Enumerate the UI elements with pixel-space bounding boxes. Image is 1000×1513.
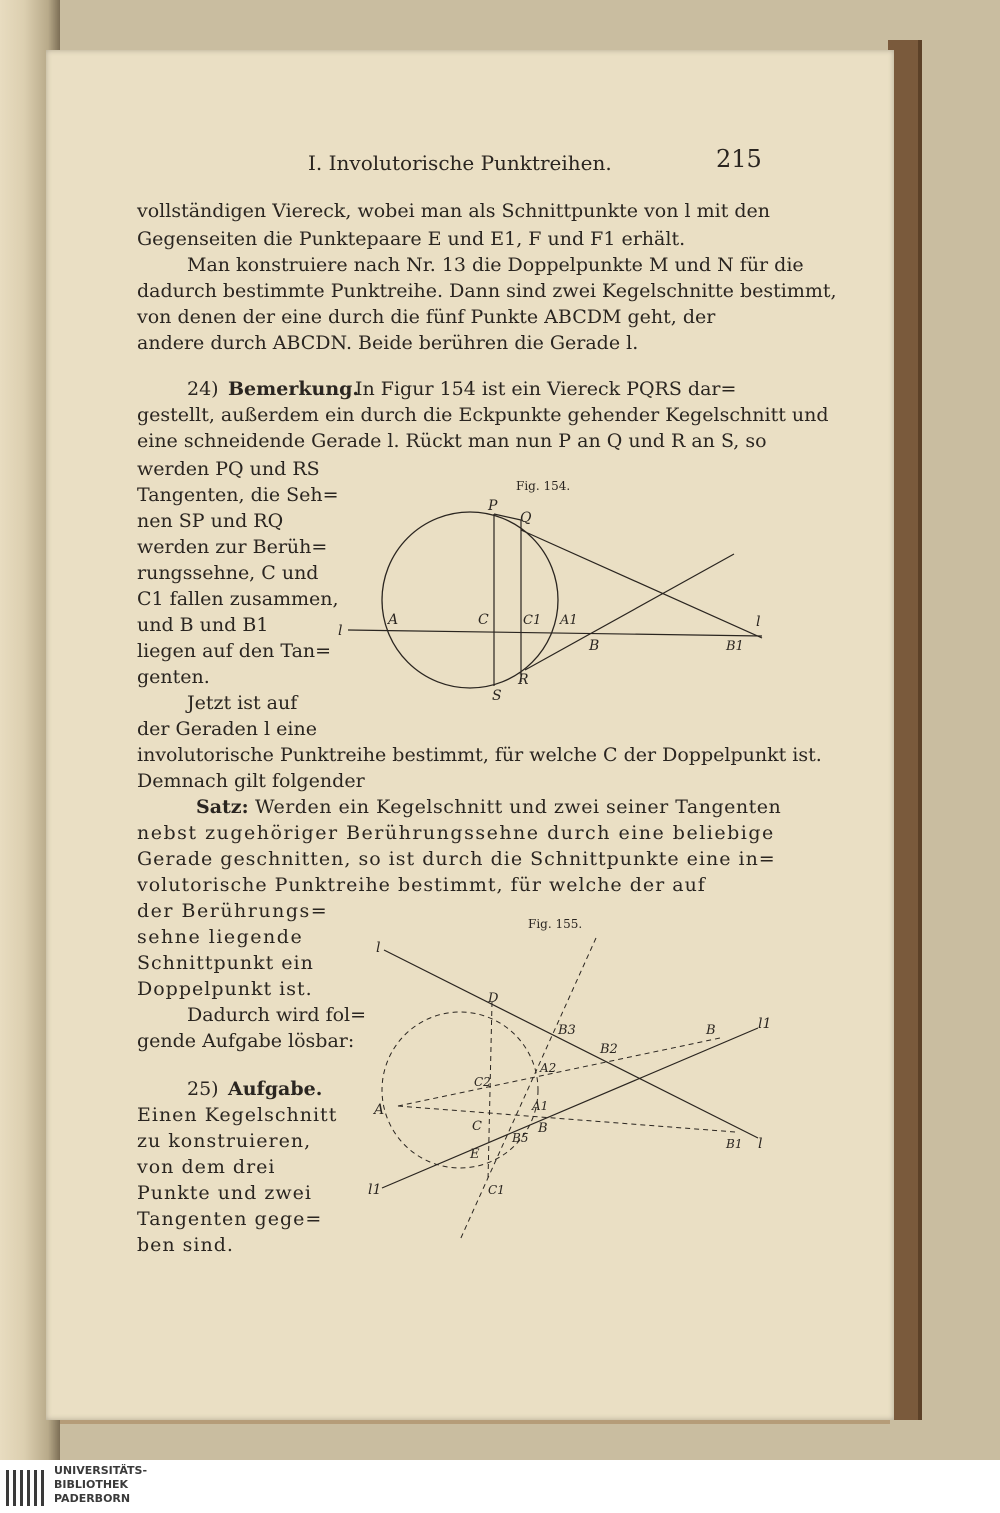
line-l1 <box>382 1028 758 1188</box>
text-line: Doppelpunkt ist. <box>137 978 313 1000</box>
text-line: Demnach gilt folgender <box>137 770 365 792</box>
label-B5: B5 <box>512 1131 529 1145</box>
label-B2: B2 <box>600 1042 618 1057</box>
label-A-left: A <box>374 1102 385 1118</box>
text-line: volutorische Punktreihe bestimmt, für welche der auf <box>137 874 706 896</box>
label-A1: A1 <box>532 1099 549 1113</box>
label-A: A <box>388 612 399 628</box>
text-line: von dem drei <box>137 1156 276 1178</box>
page-number: 215 <box>716 145 762 173</box>
text-line: In Figur 154 ist ein Viereck PQRS dar= <box>355 378 737 400</box>
text-line: gende Aufgabe lösbar: <box>137 1030 355 1052</box>
label-A1: A1 <box>560 613 578 628</box>
section-title: Aufgabe. <box>228 1078 323 1100</box>
label-E: E <box>470 1147 480 1162</box>
text-line: nebst zugehöriger Berührungssehne durch eine beliebige <box>137 822 775 844</box>
text-line: Einen Kegelschnitt <box>137 1104 338 1126</box>
label-l1-right: l1 <box>758 1016 772 1032</box>
text-line: andere durch ABCDN. Beide berühren die Gerade l. <box>137 332 639 354</box>
footer-bar <box>0 1460 1000 1513</box>
label-l-bottom: l <box>758 1136 763 1152</box>
text-line: nen SP und RQ <box>137 510 284 532</box>
dashed-line-B2 <box>398 1038 720 1106</box>
text-line: rungssehne, C und <box>137 562 319 584</box>
text-line: liegen auf den Tan= <box>137 640 332 662</box>
text-line: der Geraden l eine <box>137 718 317 740</box>
text-line: Gerade geschnitten, so ist durch die Schnittpunkte eine in= <box>137 848 776 870</box>
text-line: zu konstruieren, <box>137 1130 312 1152</box>
label-C1: C1 <box>523 613 542 628</box>
text-line: eine schneidende Gerade l. Rückt man nun P an Q und R an S, so <box>137 430 767 452</box>
label-l-right: l <box>756 614 761 630</box>
logo-line: BIBLIOTHEK <box>54 1478 129 1491</box>
label-Q: Q <box>520 510 532 526</box>
label-D: D <box>488 991 499 1006</box>
figure-caption: Fig. 154. <box>516 479 571 493</box>
text-line: ben sind. <box>137 1234 234 1256</box>
label-B: B <box>589 638 600 654</box>
label-l-left: l <box>338 623 343 639</box>
library-logo-icon <box>4 1466 48 1510</box>
text-line: und B und B1 <box>137 614 269 636</box>
text-line: Werden ein Kegelschnitt und zwei seiner Tangenten <box>255 796 782 818</box>
running-head: I. Involutorische Punktreihen. <box>308 151 612 175</box>
figure-caption: Fig. 155. <box>528 917 583 931</box>
theorem-label: Satz: <box>196 796 249 818</box>
text-line: werden zur Berüh= <box>137 536 328 558</box>
text-line: Gegenseiten die Punktepaare E und E1, F und F1 erhält. <box>137 228 686 250</box>
label-C2: C2 <box>474 1075 491 1089</box>
text-line: Jetzt ist auf <box>187 692 298 714</box>
label-l1-left: l1 <box>368 1182 382 1198</box>
label-B3: B3 <box>558 1023 576 1038</box>
text-line: Tangenten gege= <box>137 1208 323 1230</box>
text-line: werden PQ und RS <box>137 458 320 480</box>
figure-154 <box>330 470 780 710</box>
text-line: involutorische Punktreihe bestimmt, für welche C der Doppelpunkt ist. <box>137 744 822 766</box>
label-B1: B1 <box>726 639 744 654</box>
text-line: gestellt, außerdem ein durch die Eckpunkte gehender Kegelschnitt und <box>137 404 829 426</box>
label-P: P <box>488 498 498 514</box>
section-number: 25) <box>187 1078 219 1100</box>
label-A2: A2 <box>540 1061 557 1075</box>
text-line: der Berührungs= <box>137 900 329 922</box>
text-line: Punkte und zwei <box>137 1182 312 1204</box>
label-B-right: B <box>706 1023 716 1038</box>
section-number: 24) <box>187 378 219 400</box>
label-C1: C1 <box>488 1183 505 1197</box>
text-line: von denen der eine durch die fünf Punkte ABCDM geht, der <box>137 306 716 328</box>
label-C: C <box>472 1119 482 1134</box>
label-C: C <box>478 612 489 628</box>
text-line: genten. <box>137 666 210 688</box>
label-B1: B1 <box>726 1137 743 1151</box>
section-title: Bemerkung. <box>228 378 360 400</box>
text-line: C1 fallen zusammen, <box>137 588 339 610</box>
text-line: vollständigen Viereck, wobei man als Schnittpunkte von l mit den <box>137 200 771 222</box>
text-line: sehne liegende <box>137 926 304 948</box>
text-line: Dadurch wird fol= <box>187 1004 367 1026</box>
text-line: Schnittpunkt ein <box>137 952 314 974</box>
library-logo-text <box>54 1464 147 1506</box>
line-l <box>384 950 758 1138</box>
dashed-line-D <box>488 1002 492 1180</box>
logo-line: PADERBORN <box>54 1492 131 1505</box>
line-l <box>348 630 762 636</box>
label-S: S <box>492 688 502 704</box>
conic-circle <box>382 512 558 688</box>
text-line: Tangenten, die Seh= <box>137 484 339 506</box>
label-l-top: l <box>376 940 381 956</box>
text-line: Man konstruiere nach Nr. 13 die Doppelpunkte M und N für die <box>187 254 804 276</box>
text-line: dadurch bestimmte Punktreihe. Dann sind zwei Kegelschnitte bestimmt, <box>137 280 837 302</box>
logo-line: UNIVERSITÄTS- <box>54 1464 148 1477</box>
label-R: R <box>518 672 529 688</box>
label-B: B <box>538 1121 548 1136</box>
figure-155 <box>360 910 780 1250</box>
